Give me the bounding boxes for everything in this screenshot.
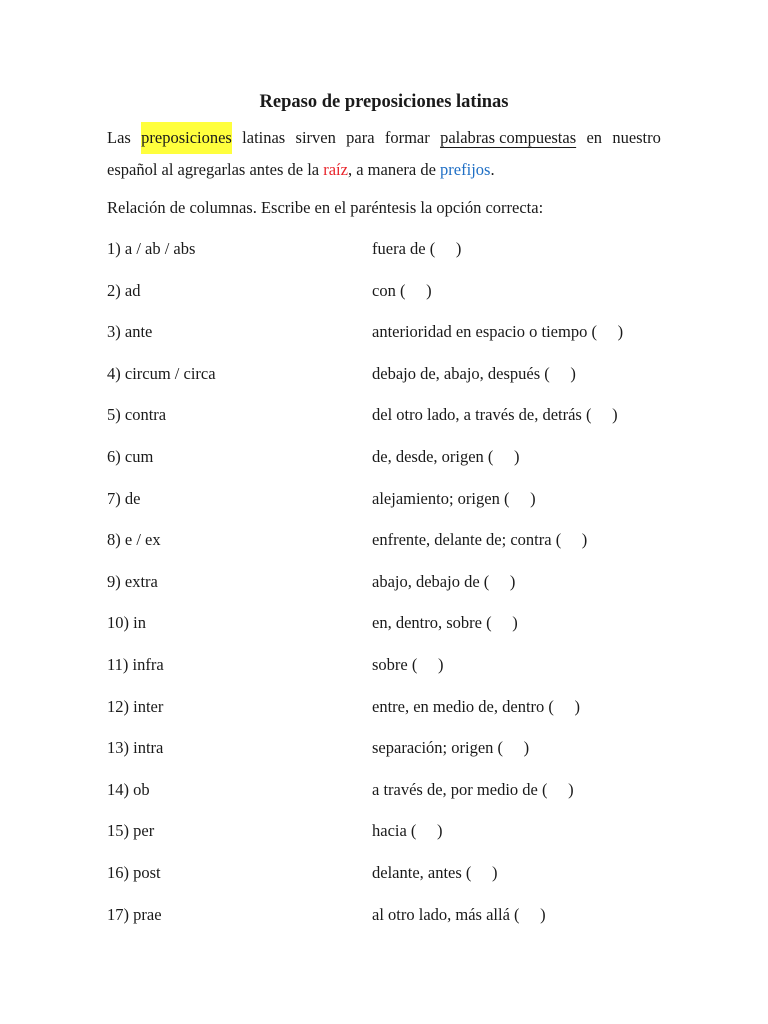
prefix-term: 17) prae — [107, 904, 162, 924]
meaning-with-blank: anterioridad en espacio o tiempo ( ) — [372, 322, 624, 342]
list-item — [0, 281, 768, 323]
instructions: Relación de columnas. Escribe en el paréntesis la opción correcta: — [107, 198, 544, 217]
prefix-term: 10) in — [107, 613, 146, 633]
highlighted-term-preposiciones: preposiciones — [141, 122, 232, 154]
list-item — [0, 364, 768, 406]
meaning-with-blank: separación; origen ( ) — [372, 738, 530, 758]
prefix-term: 3) ante — [107, 322, 153, 342]
meaning-with-blank: abajo, debajo de ( ) — [372, 571, 516, 591]
prefix-term: 1) a / ab / abs — [107, 239, 196, 258]
list-item — [0, 239, 768, 281]
list-item — [0, 530, 768, 572]
prefix-term: 2) ad — [107, 280, 141, 300]
list-item — [0, 905, 768, 947]
list-item — [0, 613, 768, 655]
list-item — [0, 447, 768, 489]
list-item — [0, 821, 768, 863]
prefix-term: 11) infra — [107, 654, 164, 674]
meaning-with-blank: al otro lado, más allá ( ) — [372, 904, 546, 924]
list-item — [0, 738, 768, 780]
prefix-term: 15) per — [107, 821, 155, 841]
prefix-term: 9) extra — [107, 571, 158, 591]
intro-word: nuestro — [612, 128, 661, 147]
underlined-term-palabras-compuestas: palabras compuestas — [440, 128, 577, 147]
intro-word: para — [346, 128, 375, 147]
intro-word: sirven — [295, 128, 336, 147]
list-item — [0, 697, 768, 739]
meaning-with-blank: en, dentro, sobre ( ) — [372, 613, 518, 633]
meaning-with-blank: debajo de, abajo, después ( ) — [372, 363, 576, 383]
meaning-with-blank: fuera de ( ) — [372, 239, 462, 258]
meaning-with-blank: delante, antes ( ) — [372, 862, 498, 882]
prefix-term: 14) ob — [107, 779, 150, 799]
prefix-term: 5) contra — [107, 405, 167, 425]
meaning-with-blank: enfrente, delante de; contra ( ) — [372, 530, 588, 550]
list-item — [0, 655, 768, 697]
list-item — [0, 322, 768, 364]
meaning-with-blank: con ( ) — [372, 280, 432, 300]
meaning-with-blank: hacia ( ) — [372, 821, 443, 841]
prefix-term: 16) post — [107, 862, 161, 882]
matching-list — [0, 239, 768, 946]
intro-line-2 — [107, 154, 661, 186]
prefix-term: 7) de — [107, 488, 141, 508]
red-term-raiz: raíz — [323, 160, 348, 179]
intro-line-1 — [107, 122, 661, 154]
prefix-term: 4) circum / circa — [107, 363, 216, 383]
intro-word: Las — [107, 128, 131, 147]
prefix-term: 8) e / ex — [107, 530, 161, 550]
prefix-term: 6) cum — [107, 446, 154, 466]
intro-text: español al agregarlas antes de la — [107, 160, 324, 179]
page-title: Repaso de preposiciones latinas — [259, 92, 509, 112]
meaning-with-blank: alejamiento; origen ( ) — [372, 488, 536, 508]
prefix-term: 13) intra — [107, 738, 164, 758]
intro-text: . — [490, 160, 495, 179]
intro-word: en — [586, 128, 603, 147]
list-item — [0, 572, 768, 614]
list-item — [0, 863, 768, 905]
meaning-with-blank: del otro lado, a través de, detrás ( ) — [372, 405, 618, 425]
meaning-with-blank: a través de, por medio de ( ) — [372, 779, 574, 799]
blue-term-prefijos: prefijos — [440, 160, 491, 179]
meaning-with-blank: sobre ( ) — [372, 654, 444, 674]
prefix-term: 12) inter — [107, 696, 164, 716]
intro-text: , a manera de — [347, 160, 441, 179]
list-item — [0, 780, 768, 822]
intro-word: formar — [384, 128, 430, 147]
list-item — [0, 489, 768, 531]
list-item — [0, 405, 768, 447]
meaning-with-blank: entre, en medio de, dentro ( ) — [372, 696, 581, 716]
meaning-with-blank: de, desde, origen ( ) — [372, 446, 520, 466]
intro-word: latinas — [242, 128, 286, 147]
